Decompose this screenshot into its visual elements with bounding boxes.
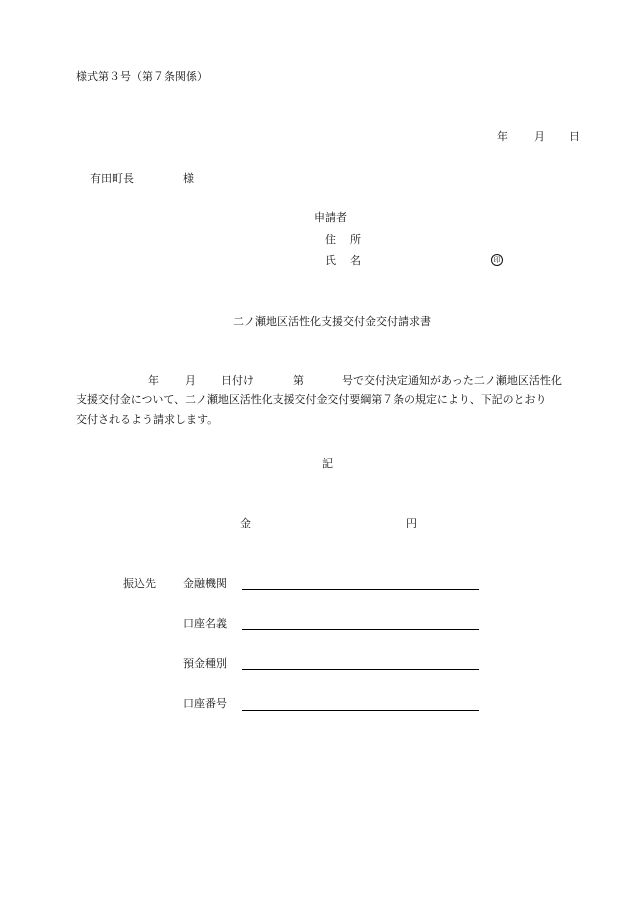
bank-field-label: 口座番号: [183, 697, 227, 710]
body-year: 年: [148, 374, 159, 387]
body-line1-rest: 号で交付決定通知があった二ノ瀬地区活性化: [342, 374, 562, 387]
date-month-label: 月: [534, 130, 545, 143]
body-line3: 交付されるよう請求します。: [76, 413, 219, 426]
bank-field-label: 口座名義: [183, 617, 227, 630]
body-date: 日付け: [221, 374, 254, 387]
address-label-2: 所: [350, 233, 361, 246]
amount-suffix: 円: [406, 517, 417, 530]
bank-field-label: 金融機関: [183, 577, 227, 590]
addressee-name: 有田町長: [90, 172, 134, 185]
addressee-honorific: 様: [183, 172, 194, 185]
amount-prefix: 金: [240, 517, 251, 530]
address-label-1: 住: [325, 233, 336, 246]
document-title: 二ノ瀬地区活性化支援交付金交付請求書: [233, 315, 431, 328]
bank-field-underline: [242, 669, 479, 670]
name-label-2: 名: [350, 254, 361, 267]
body-no: 第: [293, 374, 304, 387]
body-line2: 支援交付金について、二ノ瀬地区活性化支援交付金交付要綱第７条の規定により、下記のとおり: [76, 393, 547, 406]
bank-field-underline: [242, 710, 479, 711]
date-year-label: 年: [497, 130, 508, 143]
bank-heading: 振込先: [123, 577, 156, 590]
applicant-heading: 申請者: [314, 211, 347, 224]
bank-field-underline: [242, 589, 479, 590]
ki-heading: 記: [322, 457, 333, 470]
bank-field-label: 預金種別: [183, 657, 227, 670]
date-day-label: 日: [569, 130, 580, 143]
body-month: 月: [185, 374, 196, 387]
seal-mark: 印: [491, 254, 503, 266]
bank-field-underline: [242, 629, 479, 630]
form-number: 様式第３号（第７条関係）: [76, 70, 208, 83]
name-label-1: 氏: [325, 254, 336, 267]
